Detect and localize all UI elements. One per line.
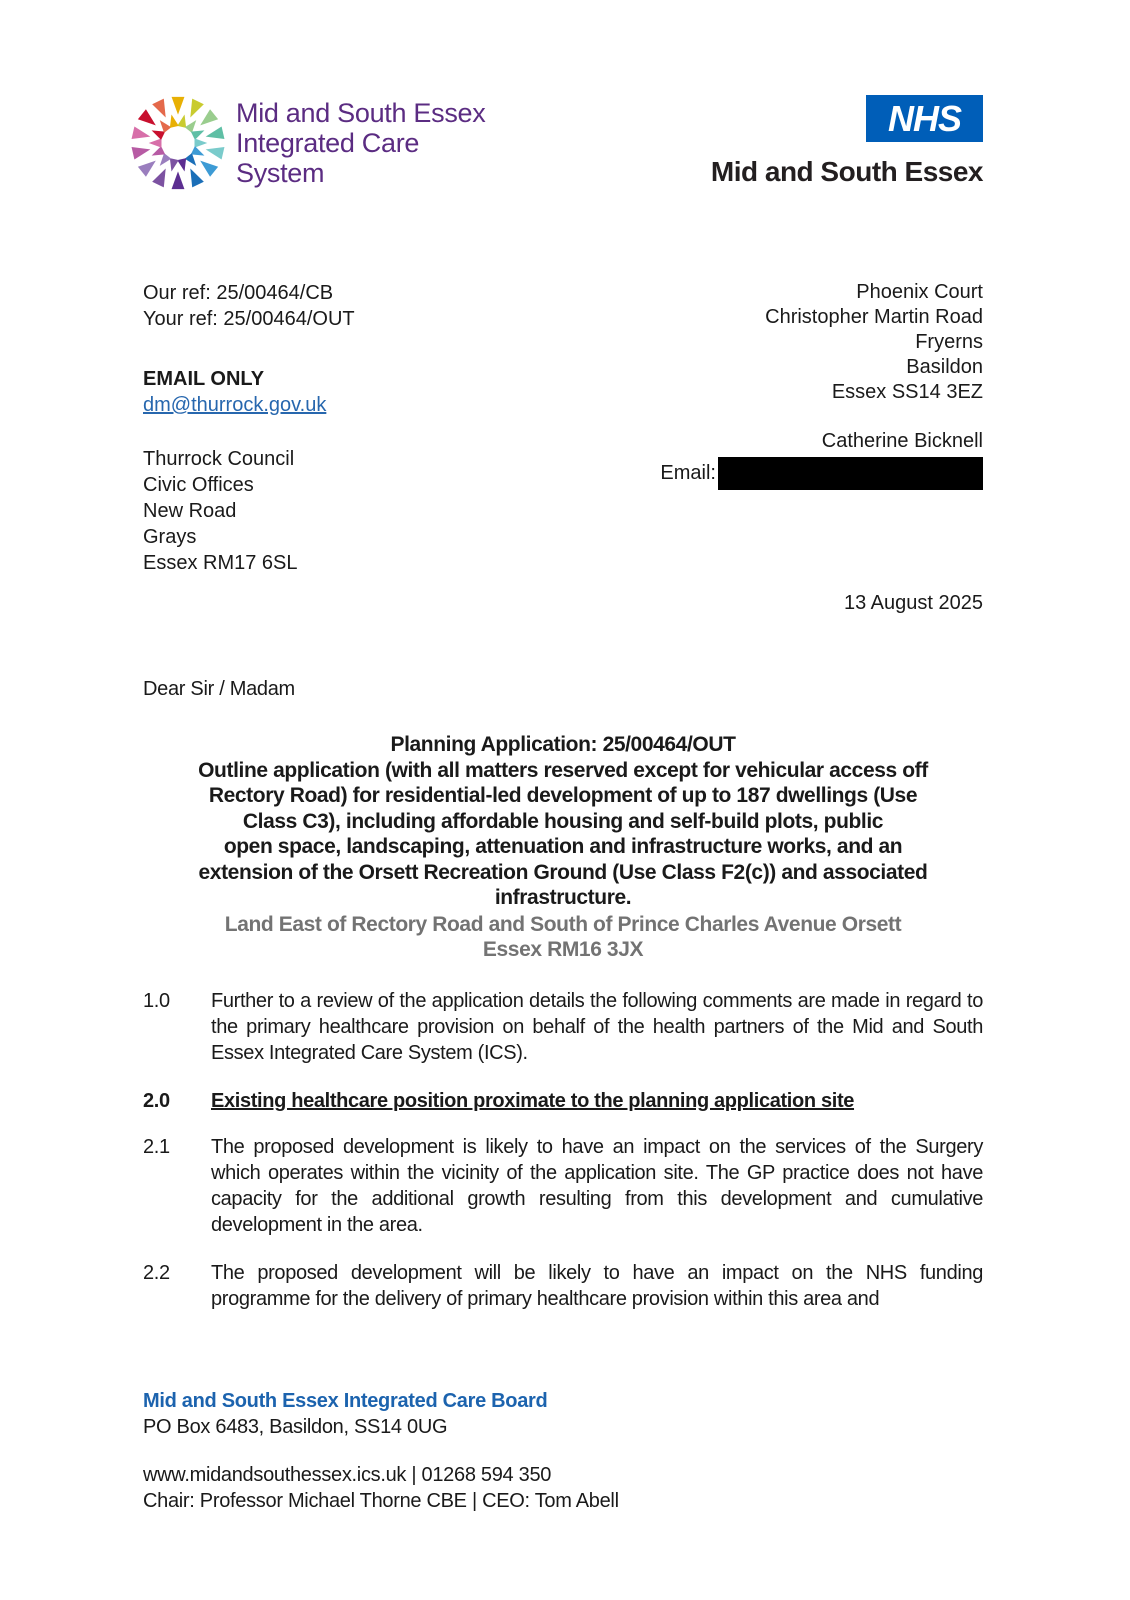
nhs-acronym: NHS <box>887 98 961 139</box>
nhs-logo-block <box>711 95 983 188</box>
footer-org-name: Mid and South Essex Integrated Care Board <box>143 1390 548 1412</box>
delivery-method: EMAIL ONLY <box>143 368 265 390</box>
paragraph-number: 2.1 <box>143 1136 170 1158</box>
your-ref: Your ref: 25/00464/OUT <box>143 308 355 330</box>
subject-body-line: extension of the Orsett Recreation Ground (Use Class F2(c)) and associated <box>198 860 928 884</box>
our-ref: Our ref: 25/00464/CB <box>143 282 334 304</box>
sender-address-block <box>660 280 983 576</box>
ics-wordmark-line3: System <box>236 158 325 188</box>
paragraph-2-2 <box>143 1260 983 1312</box>
footer-contact: www.midandsouthessex.ics.uk | 01268 594 350 <box>143 1464 552 1486</box>
subject-body-line: infrastructure. <box>494 886 632 909</box>
subject-body-line: Class C3), including affordable housing and self-build plots, public <box>242 809 884 833</box>
paragraph-text: The proposed development will be likely to have an impact on the NHS funding programme for the delivery of primary healthcare provision within this area and <box>211 1262 983 1310</box>
recipient-line: Grays <box>143 526 197 548</box>
footer-address: PO Box 6483, Basildon, SS14 0UG <box>143 1416 448 1438</box>
section-heading: Existing healthcare position proximate to the planning application site <box>211 1090 855 1112</box>
nhs-org-name: Mid and South Essex <box>710 156 983 187</box>
subject-site <box>143 912 983 963</box>
letter-date: 13 August 2025 <box>843 592 983 614</box>
recipient-line: Civic Offices <box>143 474 254 496</box>
subject-body-line: Rectory Road) for residential-led development of up to 187 dwellings (Use <box>208 784 918 807</box>
sender-email-row <box>660 457 983 490</box>
reference-and-recipient <box>143 280 355 576</box>
sender-email-label: Email: <box>660 462 716 484</box>
sender-address-line: Basildon <box>906 356 983 378</box>
subject-body-line: open space, landscaping, attenuation and infrastructure works, and an <box>223 835 903 858</box>
sender-address-line: Essex SS14 3EZ <box>831 381 983 403</box>
paragraph-number: 1.0 <box>143 990 170 1012</box>
ics-wordmark-line2: Integrated Care <box>236 128 420 158</box>
subject-block <box>143 732 983 963</box>
paragraph-text: The proposed development is likely to have an impact on the services of the Surgery which operates within the vicinity of the application site. The GP practice does not have capacity for the additional growth resulting from this development and cumulative development in the area. <box>211 1136 983 1236</box>
subject-site-line: Essex RM16 3JX <box>482 938 644 961</box>
nhs-logo-icon <box>866 95 983 142</box>
recipient-line: Essex RM17 6SL <box>143 552 298 574</box>
subject-title: Planning Application: 25/00464/OUT <box>390 733 736 756</box>
letter-footer <box>143 1388 983 1514</box>
paragraph-number: 2.0 <box>143 1090 170 1112</box>
paragraph-2-1 <box>143 1134 983 1238</box>
email-redaction-box <box>718 457 983 490</box>
sender-address-line: Fryerns <box>915 331 983 353</box>
letter-body <box>143 988 983 1334</box>
letter-header <box>130 95 983 191</box>
sender-address-line: Phoenix Court <box>856 281 983 303</box>
ics-wordmark <box>236 98 485 188</box>
letterhead <box>143 280 983 576</box>
paragraph-text: Further to a review of the application details the following comments are made in regard to the primary healthcare provision on behalf of the health partners of the Mid and South Essex Integrated Care System (ICS). <box>211 990 983 1064</box>
recipient-email-link[interactable]: dm@thurrock.gov.uk <box>143 394 327 416</box>
sender-contact-name: Catherine Bicknell <box>821 430 983 452</box>
paragraph-1-0 <box>143 988 983 1066</box>
salutation: Dear Sir / Madam <box>143 678 295 700</box>
ics-wheel-icon <box>130 95 226 191</box>
paragraph-2-0 <box>143 1088 983 1114</box>
sender-address-line: Christopher Martin Road <box>765 306 983 328</box>
recipient-line: New Road <box>143 500 237 522</box>
footer-leadership: Chair: Professor Michael Thorne CBE | CEO: Tom Abell <box>143 1490 619 1512</box>
recipient-line: Thurrock Council <box>143 448 295 470</box>
subject-site-line: Land East of Rectory Road and South of Prince Charles Avenue Orsett <box>224 912 902 936</box>
subject-body-line: Outline application (with all matters reserved except for vehicular access off <box>198 758 928 782</box>
ics-wordmark-line1: Mid and South Essex <box>236 98 486 128</box>
paragraph-number: 2.2 <box>143 1262 170 1284</box>
ics-logo <box>130 95 485 191</box>
